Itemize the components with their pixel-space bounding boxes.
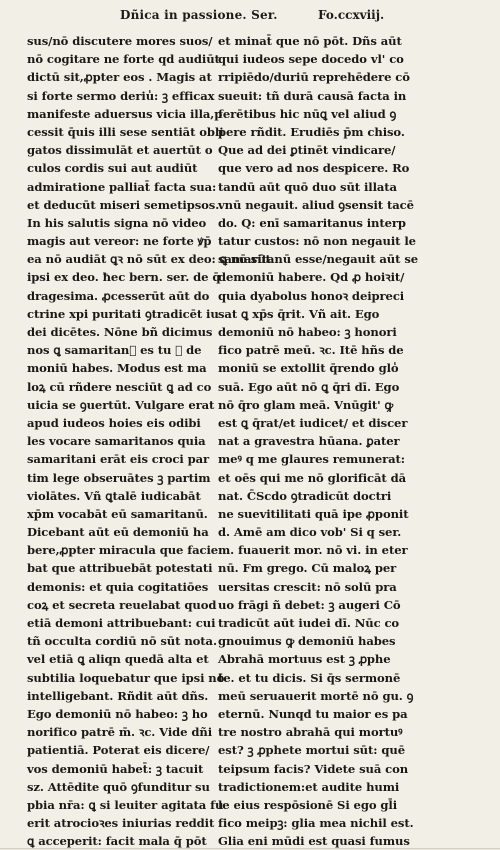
text-line: nos ꝗ samaritan᷑ es tu ꝫ de [27, 343, 202, 358]
text-line: nat. C̄Scdo ꝯtradicūt doctri [218, 488, 392, 503]
text-line: les vocare samaritanos quia [27, 434, 206, 449]
text-line: qui iudeos sepe docedo vl' co [218, 52, 404, 67]
text-line: teipsum facis? Videte suā con [218, 761, 409, 776]
text-line: cessit q̄uis illi sese sentiāt obli [27, 124, 224, 139]
text-line: meꝰ q me glaures remunerat: [218, 452, 405, 467]
text-line: sz. Attēdite quō ꝯfunditur su [27, 779, 210, 794]
text-line: tatur custos: nō non negauit le [218, 234, 416, 249]
text-line: bat que attribuebāt potestati [27, 561, 213, 576]
text-line: nū. Fm grego. Cū maloꝝ per [218, 561, 397, 576]
text-line: tradicūt aūt iudei dī. Nūc co [218, 616, 400, 630]
text-line: coꝝ et secreta reuelabat quod [27, 597, 217, 612]
text-line: quia dyabolus honoꝛ deipreci [218, 288, 405, 303]
text-line: uo frāgi ñ debet: ꝫ augeri Cō [218, 597, 401, 612]
text-line: moniū habes. Modus est ma [27, 361, 207, 376]
text-line: erit atrocioꝛes iniurias reddit [27, 816, 215, 831]
text-line: suā. Ego aūt nō ꝗ q̄ri dī. Ego [218, 379, 400, 394]
running-header [0, 6, 500, 28]
text-line: moniū se extollit q̄rendo glo̾ [218, 361, 399, 376]
text-line: gatos dissimulāt et auertūt o [27, 143, 213, 158]
text-line: dictū sit,ꝓpter eos . Magis at [27, 70, 212, 85]
text-line: etiā demoni attribuebant: cui [27, 616, 216, 630]
running-title: Dñica in passione. Ser. [120, 8, 278, 22]
text-line: demoniū nō habeo: ꝫ honori [218, 325, 397, 339]
text-line: eternū. Nunqd tu maior es pa [218, 706, 408, 721]
text-line: subtilia loquebatur que ipsi nō [27, 670, 225, 685]
text-line: patientiā. Poterat eis dicere/ [27, 743, 210, 758]
folio-number: Fo.ccxviij. [318, 8, 385, 22]
text-line: uicia se ꝯuertūt. Vulgare erat [27, 397, 215, 412]
text-line: et minat̄ que nō pōt. Dñs aūt [218, 34, 402, 48]
text-line: fico meipꝫ: glia mea nichil est. [218, 816, 414, 831]
text-line: que vero ad nos despicere. Ro [218, 161, 410, 176]
text-line: tim lege obseruātes ꝫ partim [27, 470, 211, 485]
text-line: rripiēdo/duriū reprehēdere cō [218, 70, 410, 85]
text-line: fico patrē meū. ꝛc. Itē hñs de [218, 343, 404, 358]
text-line: est ꝗ q̄rat/et iudicet/ et discer [218, 415, 408, 430]
text-line: pbia nr̄a: ꝗ si leuiter agitata fu [27, 797, 224, 812]
text-line: m. fuauerit mor. nō vi. in eter [218, 543, 408, 558]
text-line: norifico patrē m̄. ꝛc. Vide dñi [27, 725, 213, 740]
text-line: te. et tu dicis. Si q̄s sermonē [218, 670, 401, 685]
text-line: d. Amē am dico vob' Si q ser. [218, 525, 402, 540]
right-text-column [218, 32, 419, 850]
text-line: Ego demoniū nō habeo: ꝫ ho [27, 706, 208, 721]
text-line: sueuit: tñ durā causā facta in [218, 88, 407, 103]
text-line: ctrine xpi puritati ꝯtradicēt iu [27, 306, 219, 321]
text-line: dragesima. ꝓcesserūt aūt do [27, 288, 210, 303]
text-line: sus/nō discutere mores suos/ [27, 34, 213, 48]
text-line: demonis: et quia cogitatiōes [27, 579, 209, 594]
text-line: loꝝ cū rñdere nesciūt ꝗ ad co [27, 379, 212, 394]
text-line: gnouimus ꝙ demoniū habes [218, 634, 396, 649]
text-line: vos demoniū habet̄: ꝫ tacuit [27, 761, 204, 776]
text-line: Abrahā mortuus est ꝫ ꝓphe [218, 652, 391, 667]
text-line: Que ad dei ꝑtinēt vindicare/ [218, 143, 396, 158]
text-line: nat a gravestra hūana. ꝑater [218, 434, 400, 449]
text-line: Dicebant aūt eū demoniū ha [27, 525, 209, 540]
text-line: samaritanū esse/negauit aūt se [218, 252, 419, 267]
text-line: admiratione palliat̄ facta sua: [27, 179, 217, 194]
page-bottom-edge [0, 848, 500, 849]
text-line: le eius respōsionē Si ego gl̄i [218, 797, 398, 812]
text-line: vnū negauit. aliud ꝯsensit tacē [218, 197, 414, 212]
text-line: intelligebant. Rñdit aūt dñs. [27, 688, 209, 703]
text-line: ꝗ acceperit: facit mala q̄ pōt [27, 834, 207, 849]
text-line: ea nō audiāt ꝗꝛ nō sūt ex deo: ꝗ nō sūt [27, 252, 271, 267]
text-line: vel etiā ꝗ aliqn quedā alta et [27, 652, 209, 667]
text-line: nō q̄ro glam meā. Vnūgit' ꝙ [218, 397, 394, 412]
text-line: samaritani erāt eis croci par [27, 452, 210, 467]
text-line: culos cordis sui aut audiūt [27, 161, 198, 176]
text-line: ferētibus hic nūꝗ vel aliud ꝯ [218, 106, 397, 121]
text-line: uersitas crescit: nō solū pra [218, 579, 397, 594]
text-line: xp̄m vocabāt eū samaritanū. [27, 506, 208, 521]
text-line: tñ occulta cordiū nō sūt nota. [27, 634, 217, 649]
left-text-column [27, 32, 271, 850]
text-line: magis aut vereor: ne forte ꝟp̄ [27, 234, 212, 249]
text-line: et oēs qui me nō glorificāt dā [218, 470, 407, 485]
text-line: tre nostro abrahā qui mortuꝰ [218, 725, 403, 740]
text-line: tandū aūt quō duo sūt illata [218, 179, 397, 194]
text-line: Glia eni mūdi est quasi fumus [218, 834, 410, 849]
text-line: dei dicētes. Nōne bñ dicimus [27, 325, 213, 339]
text-line: est? ꝫ ꝓphete mortui sūt: quē [218, 743, 405, 758]
text-line: meū seruauerit mortē nō gu. ꝯ [218, 688, 414, 703]
text-line: si forte sermo deriu̾: ꝫ efficax [27, 88, 215, 103]
text-line: demoniū habere. Qd ꝓ hoiꝛit/ [218, 270, 405, 285]
text-line: nō cogitare ne forte qd audiūt [27, 52, 220, 67]
text-line: et deducūt miseri semetipsos. [27, 197, 220, 212]
text-line: tradictionem:et audite humi [218, 779, 400, 794]
text-line: bere,ꝓpter miracula que facie [27, 543, 219, 558]
text-line: apud iudeos hoies eis odibi [27, 415, 201, 430]
text-line: pere rñdit. Erudiēs p̄m chiso. [218, 124, 405, 139]
text-line: ipsi ex deo. ħec bern. ser. de q̄ [27, 270, 221, 285]
text-line: In his salutis signa nō video [27, 215, 207, 230]
text-line: sat ꝗ xp̄s q̄rit. Vñ ait. Ego [218, 306, 380, 321]
text-line: violātes. Vñ ꝗtalē iudicabāt [27, 488, 201, 503]
text-line: do. Q: enī samaritanus interp [218, 215, 406, 230]
text-line: manifeste aduersus vicia illa,p [27, 106, 223, 121]
text-line: ne suevitilitati quā ipe ꝓponit [218, 506, 409, 521]
